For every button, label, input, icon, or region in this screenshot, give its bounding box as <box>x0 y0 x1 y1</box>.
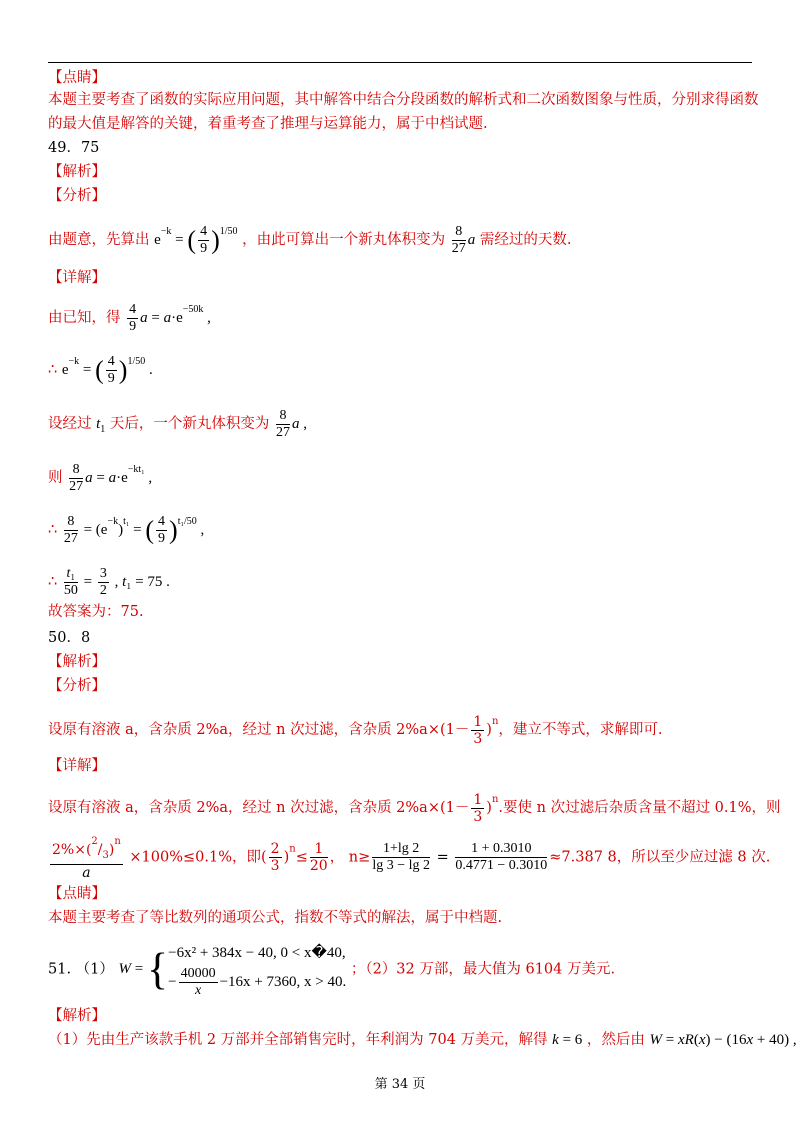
q50-fenxi-part-a: 设原有溶液 a，含杂质 2%a，经过 n 次过滤，含杂质 2%a×(1－ <box>48 722 470 738</box>
q50-detail-text: 设原有溶液 a，含杂质 2%a，经过 n 次过滤，含杂质 2%a×(1－ $\frac{1}{3}$ )$^n$.要使 n 次过滤后杂质含量不超过 0.1%，则 <box>48 791 781 825</box>
q51-part2: ；（2）32 万部，最大值为 6104 万美元. <box>350 961 616 978</box>
formula-W-def: W = xR(x) − (16x + 40) , <box>649 1032 797 1048</box>
q51-line <box>48 940 615 999</box>
q50-inequality: $\frac{2\%\times(^2/_3)^n}{a}$ ×100%≤0.1%，即( $\frac{2}{3}$ )$^n$≤ $\frac{1}{20}$ ， n≥ $\frac{1+\lg 2}{\lg 3 - \lg 2}$ = $\frac{1 + 0.3010}{0.4771 - 0.3010}$ ≈7.387 8，所以至少应过滤 8 次. <box>52 836 771 881</box>
formula-e-neg-k: $e^{-k}$ = ( $\frac{4}{9}$ )$^{1/50}$ <box>154 224 238 257</box>
q50-xiangjie-heading: 【详解】 <box>48 758 106 774</box>
q49-fenxi-part-c: 需经过的天数. <box>479 232 572 248</box>
q50-fenxi-heading: 【分析】 <box>48 678 106 694</box>
q49-fenxi-heading: 【分析】 <box>48 188 106 204</box>
q49-fenxi-text <box>48 222 571 257</box>
q49-step6 <box>48 566 170 599</box>
q50-jiexi-heading: 【解析】 <box>48 654 106 670</box>
q50-dianjing-text: 本题主要考查了等比数列的通项公式，指数不等式的解法，属于中档题. <box>48 910 503 926</box>
formula-lg: $\frac{1+\lg 2}{\lg 3 - \lg 2}$ <box>372 840 430 873</box>
q51-jiexi-part-a: （1）先由生产该款手机 2 万部并全部销售完时，年利润为 704 万美元，解得 <box>48 1032 548 1048</box>
case-2-tail: −16x + 7360, x > 40. <box>219 973 347 990</box>
q49-xiangjie-heading: 【详解】 <box>48 270 106 286</box>
formula-8-27-a: $\frac{8}{27}$ a <box>451 224 476 257</box>
q50-ineq-approx: ≈7.387 8，所以至少应过滤 8 次. <box>549 849 771 866</box>
q49-step2-symbol: ∴ <box>48 362 58 378</box>
q50-fenxi-part-b: 建立不等式，求解即可. <box>512 722 663 738</box>
page-footer: 第 34 页 <box>374 1077 426 1092</box>
q49-step1-text: 由已知，得 <box>48 310 121 326</box>
q50-detail-part-b: .要使 n 次过滤后杂质含量不超过 0.1%，则 <box>498 800 781 816</box>
q50-ineq-le: ≤ <box>295 849 308 866</box>
q49-jiexi-heading: 【解析】 <box>48 164 106 180</box>
fraction-impurity: $\frac{2\%\times(^2/_3)^n}{a}$ <box>52 836 121 881</box>
q49-step3 <box>48 408 307 441</box>
q49-step4-text: 则 <box>48 470 63 486</box>
formula-step4: $\frac{8}{27}$ $a = a\cdot e^{-kt_1}$ , <box>69 462 153 495</box>
q49-step4 <box>48 460 152 495</box>
q49-fenxi-part-a: 由题意，先算出 <box>48 232 150 248</box>
formula-step3: $\frac{8}{27}$ a , <box>276 408 307 440</box>
q49-step5-symbol: ∴ <box>48 522 58 538</box>
formula-W-piecewise: W = { −6x² + 384x − 40, 0 < x�40, − $\frac{40000}{x}$ −16x + 7360, x > 40. <box>119 961 347 977</box>
formula-step6: $\frac{\text{t₁}}{50}$ = $\frac{3}{2}$ , t₁ = 75 . <box>63 566 170 598</box>
formula-k: k = 6 <box>552 1032 583 1048</box>
q51-jiexi-part-b: ，然后由 <box>586 1032 645 1048</box>
dianjing-text-line2: 的最大值是解答的关键，着重考查了推理与运算能力，属于中档试题. <box>48 116 488 132</box>
q50-ineq-mid: ×100%≤0.1%，即 <box>129 849 261 866</box>
question-51-number: 51. （1） <box>48 961 114 978</box>
section-heading-dianjing: 【点睛】 <box>48 70 106 86</box>
question-49-number: 49．75 <box>48 140 100 156</box>
q49-step6-symbol: ∴ <box>48 573 58 590</box>
q49-step5 <box>48 512 204 547</box>
q51-jiexi-heading: 【解析】 <box>48 1008 106 1024</box>
q50-detail-part-a: 设原有溶液 a，含杂质 2%a，经过 n 次过滤，含杂质 2%a×(1－ <box>48 800 470 816</box>
q50-ineq-n: ， n≥ <box>329 849 371 866</box>
q49-step1 <box>48 300 211 335</box>
formula-step5: $\frac{8}{27}$ = $(e^{-k})^{t_1}$ = ( $\frac{4}{9}$ )$^{t_1/50}$ , <box>63 514 205 547</box>
case-1: −6x² + 384x − 40, 0 < x�40, <box>168 945 346 961</box>
q50-fenxi-text: 设原有溶液 a，含杂质 2%a，经过 n 次过滤，含杂质 2%a×(1－ $\frac{1}{3}$ )$^n$，建立不等式，求解即可. <box>48 713 663 747</box>
q49-step2 <box>48 352 153 387</box>
header-rule <box>48 62 752 63</box>
q50-dianjing-heading: 【点睛】 <box>48 886 106 902</box>
var-t1: $t_1$ <box>96 415 106 435</box>
question-50-number: 50．8 <box>48 630 91 646</box>
q49-fenxi-part-b: ，由此可算出一个新丸体积变为 <box>242 232 446 248</box>
formula-step2: $e^{-k}$ = ( $\frac{4}{9}$ )$^{1/50}$ . <box>61 354 153 387</box>
formula-step1: $\frac{4}{9}$ $a = a\cdot e^{-50k}$ , <box>129 302 211 335</box>
dianjing-text-line1: 本题主要考查了函数的实际应用问题，其中解答中结合分段函数的解析式和二次函数图象与性质，分别求得函数 <box>48 92 759 108</box>
formula-decimal: $\frac{1 + 0.3010}{0.4771 - 0.3010}$ <box>455 840 548 873</box>
q49-step3-part-b: 天后，一个新丸体积变为 <box>109 415 270 432</box>
q49-step3-part-a: 设经过 <box>48 415 92 432</box>
q49-answer: 故答案为：75. <box>48 604 144 620</box>
q51-jiexi-text <box>48 1030 797 1050</box>
